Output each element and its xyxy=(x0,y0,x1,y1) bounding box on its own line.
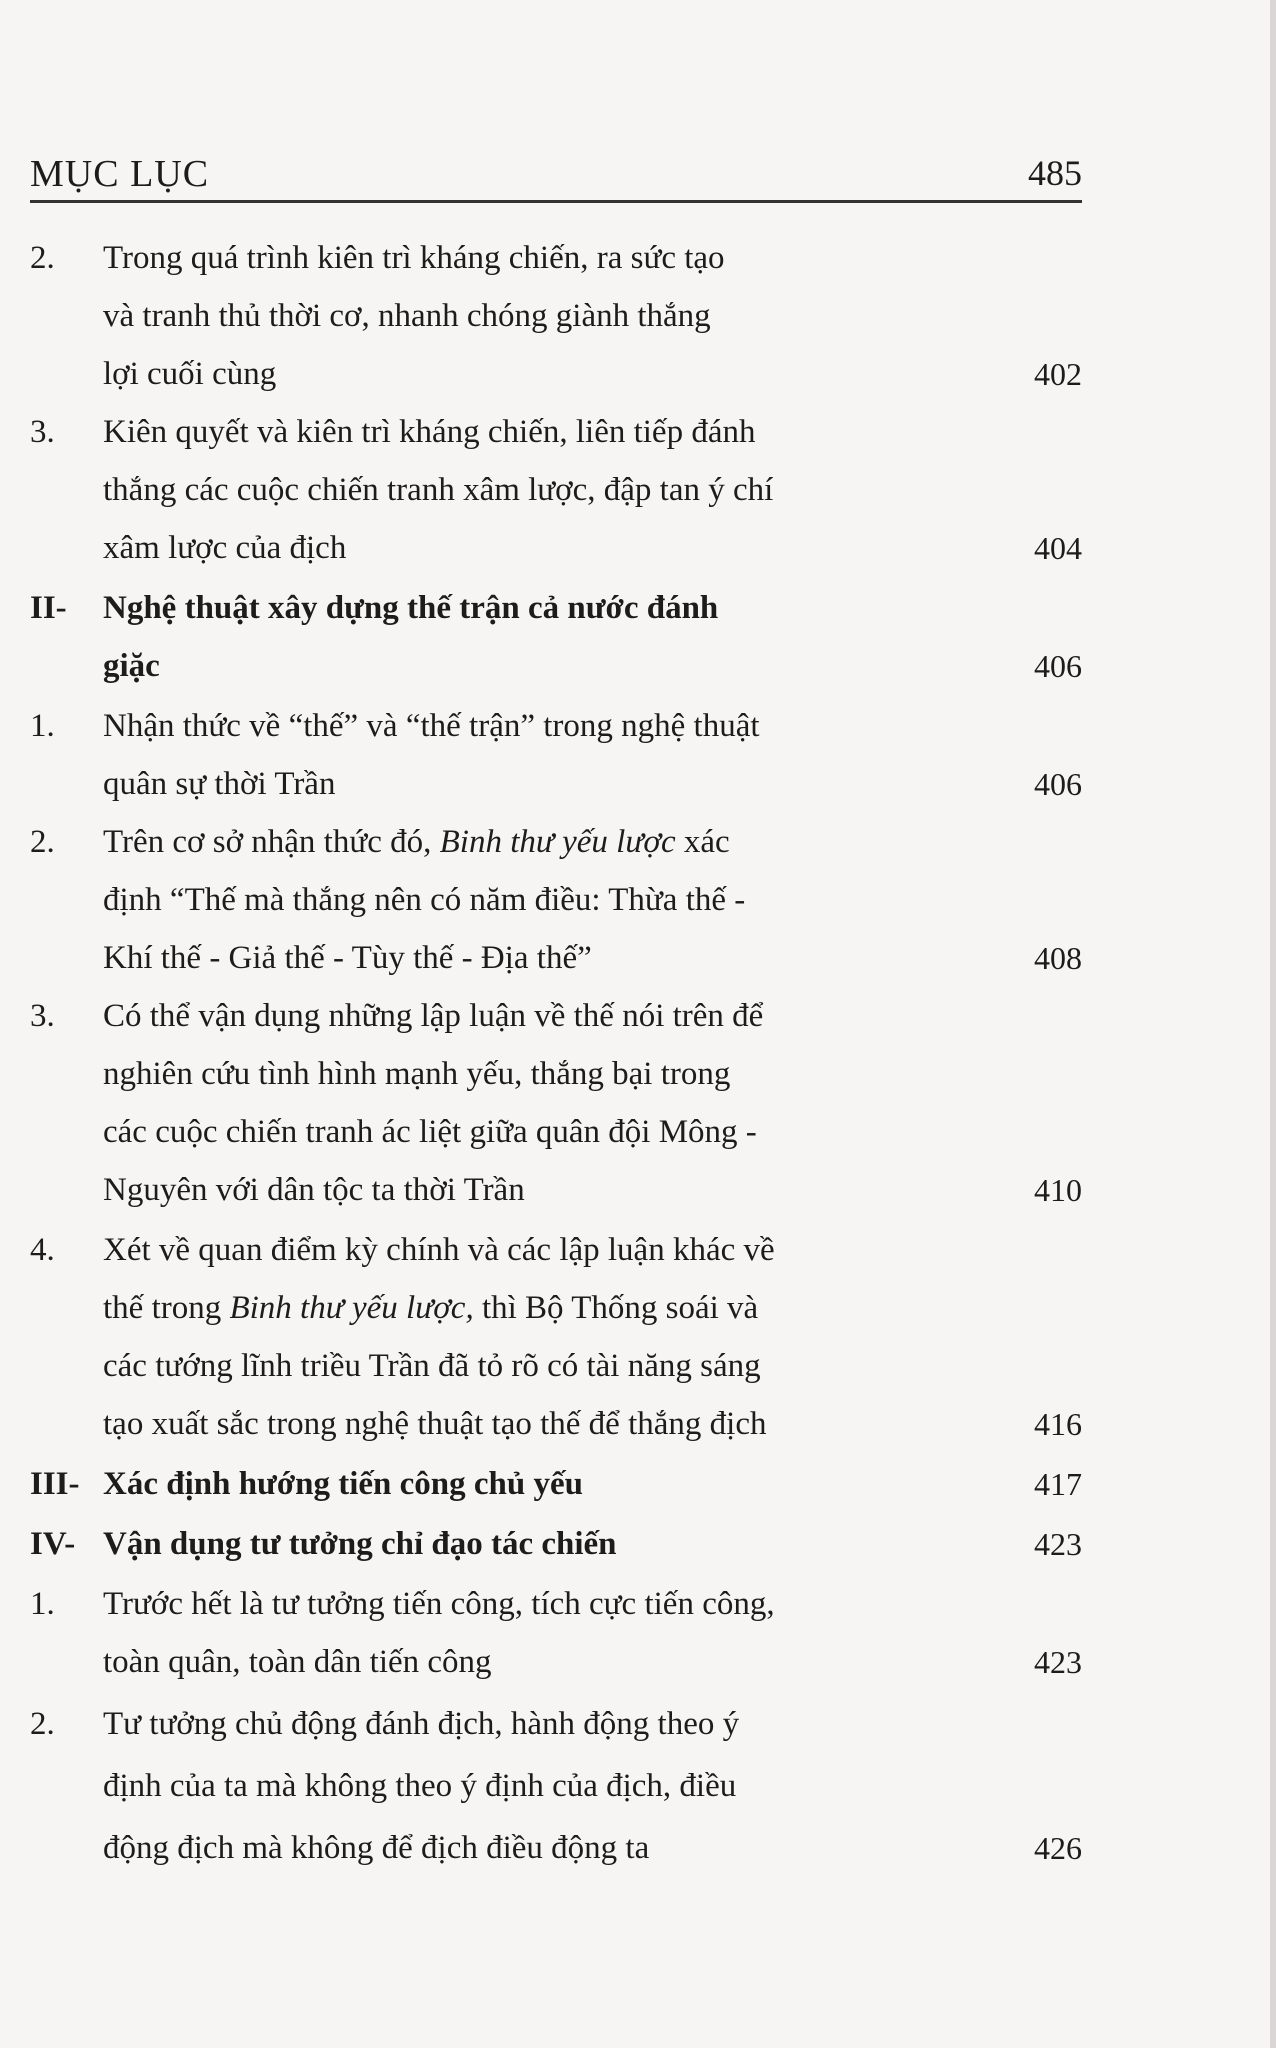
header-page-number: 485 xyxy=(1028,153,1082,193)
toc-entry-segment: tạo xuất sắc trong nghệ thuật tạo thế để thắng địch xyxy=(103,1406,767,1442)
toc-entry-line: Trong quá trình kiên trì kháng chiến, ra sức tạo xyxy=(103,240,725,276)
toc-entry-segment: Trên cơ sở nhận thức đó, xyxy=(103,824,440,860)
toc-entry-segment: các tướng lĩnh triều Trần đã tỏ rõ có tài năng sáng xyxy=(103,1348,761,1384)
toc-entry-line: Xác định hướng tiến công chủ yếu xyxy=(103,1466,583,1502)
toc-entry-line: quân sự thời Trần xyxy=(103,766,336,802)
toc-entry-segment: thế trong xyxy=(103,1290,230,1326)
toc-entry-segment: Khí thế - Giả thế - Tùy thế - Địa thế” xyxy=(103,940,592,976)
toc-entry-segment: định “Thế mà thắng nên có năm điều: Thừa thế - xyxy=(103,882,746,918)
toc-entry-page: 402 xyxy=(1034,356,1082,392)
toc-entry-page: 410 xyxy=(1034,1172,1082,1208)
toc-entry-line: Tư tưởng chủ động đánh địch, hành động theo ý xyxy=(103,1706,740,1742)
toc-entry-line: và tranh thủ thời cơ, nhanh chóng giành thắng xyxy=(103,298,711,334)
toc-entry-page: 408 xyxy=(1034,940,1082,976)
toc-entry-number: 1. xyxy=(30,708,55,744)
toc-entry-line: xâm lược của địch xyxy=(103,530,347,566)
toc-entry-number: IV- xyxy=(30,1526,76,1562)
toc-entry-number: III- xyxy=(30,1466,80,1502)
toc-entry-line: Nhận thức về “thế” và “thế trận” trong nghệ thuật xyxy=(103,708,760,744)
toc-entry-line xyxy=(103,1232,775,1269)
toc-entry-line: Nghệ thuật xây dựng thế trận cả nước đánh xyxy=(103,590,719,626)
toc-entry-number: 2. xyxy=(30,1706,55,1742)
toc-entry-line xyxy=(103,940,592,977)
toc-entry-page: 423 xyxy=(1034,1526,1082,1562)
header-title: MỤC LỤC xyxy=(30,153,210,195)
toc-entry-page: 406 xyxy=(1034,766,1082,802)
toc-entry-segment: Xét về quan điểm kỳ chính và các lập luận khác về xyxy=(103,1232,775,1268)
toc-entry-line xyxy=(103,882,745,919)
toc-entry-page: 426 xyxy=(1034,1830,1082,1866)
toc-entry-line: động địch mà không để địch điều động ta xyxy=(103,1830,650,1866)
toc-entry-segment: thì Bộ Thống soái và xyxy=(473,1290,759,1326)
toc-entry-line xyxy=(103,1290,758,1327)
toc-entry-line: các cuộc chiến tranh ác liệt giữa quân đội Mông - xyxy=(103,1114,757,1150)
toc-entry-number: 3. xyxy=(30,414,55,450)
toc-entry-line: Nguyên với dân tộc ta thời Trần xyxy=(103,1172,525,1208)
toc-entry-line: giặc xyxy=(103,648,160,684)
toc-entry-number: 2. xyxy=(30,240,55,276)
toc-entry-line xyxy=(103,1406,766,1443)
toc-entry-page: 417 xyxy=(1034,1466,1082,1502)
book-title: Binh thư yếu lược xyxy=(439,824,676,860)
toc-entry-line: Vận dụng tư tưởng chỉ đạo tác chiến xyxy=(103,1526,617,1562)
toc-entry-segment: xác xyxy=(675,824,730,860)
toc-entry-number: II- xyxy=(30,590,67,626)
toc-entry-number: 2. xyxy=(30,824,55,860)
toc-entry-page: 406 xyxy=(1034,648,1082,684)
toc-entry-line xyxy=(103,824,730,861)
toc-entry-number: 1. xyxy=(30,1586,55,1622)
toc-entry-line xyxy=(103,1348,761,1385)
toc-entry-line: thắng các cuộc chiến tranh xâm lược, đập tan ý chí xyxy=(103,472,774,508)
toc-entry-line: Trước hết là tư tưởng tiến công, tích cực tiến công, xyxy=(103,1586,775,1622)
toc-entry-page: 423 xyxy=(1034,1644,1082,1680)
book-title: Binh thư yếu lược, xyxy=(229,1290,474,1326)
toc-entry-page: 416 xyxy=(1034,1406,1082,1442)
toc-entry-line: nghiên cứu tình hình mạnh yếu, thắng bại trong xyxy=(103,1056,731,1092)
toc-entry-number: 3. xyxy=(30,998,55,1034)
toc-entry-line: lợi cuối cùng xyxy=(103,356,277,392)
toc-entry-line: Kiên quyết và kiên trì kháng chiến, liên tiếp đánh xyxy=(103,414,756,450)
toc-entry-line: Có thể vận dụng những lập luận về thế nói trên để xyxy=(103,998,764,1034)
toc-entry-number: 4. xyxy=(30,1232,55,1268)
toc-entry-line: định của ta mà không theo ý định của địch, điều xyxy=(103,1768,737,1804)
toc-entry-line: toàn quân, toàn dân tiến công xyxy=(103,1644,492,1680)
toc-entry-page: 404 xyxy=(1034,530,1082,566)
